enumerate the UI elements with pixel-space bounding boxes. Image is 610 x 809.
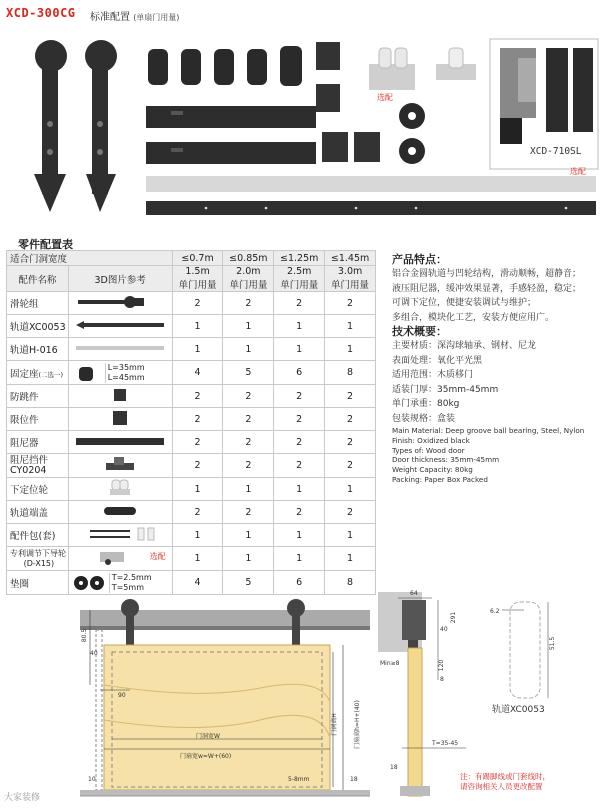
table-row bbox=[7, 478, 376, 501]
row-value: 2 bbox=[223, 501, 274, 524]
washer-5: T=5mm bbox=[111, 582, 144, 592]
header-title-text: 标准配置 bbox=[90, 12, 130, 23]
row-name: 下定位轮 bbox=[7, 478, 69, 501]
lock-code: XCD-710SL bbox=[530, 146, 582, 157]
spec-line: 适装门厚：35mm-45mm bbox=[392, 384, 499, 395]
row-value: 4 bbox=[172, 361, 223, 385]
row-name: 配件包(套) bbox=[7, 524, 69, 547]
side-40: 40 bbox=[440, 626, 448, 633]
row-value: 1 bbox=[274, 315, 325, 338]
note-line-2: 请咨询相关人员更改配置 bbox=[460, 782, 543, 791]
install-note bbox=[460, 772, 550, 792]
row-value: 2 bbox=[223, 385, 274, 408]
row-value: 5 bbox=[223, 361, 274, 385]
aluminium-track bbox=[146, 176, 596, 192]
table-row bbox=[7, 361, 376, 385]
row-value: 1 bbox=[274, 478, 325, 501]
optional-label-2: 选配 bbox=[570, 167, 586, 176]
table-row bbox=[7, 454, 376, 478]
spec-line: 表面处理：氧化平光黑 bbox=[392, 355, 483, 366]
side-64: 64 bbox=[410, 590, 418, 597]
track-51-5: 51.5 bbox=[549, 636, 557, 651]
side-t: T=35-45 bbox=[432, 740, 459, 747]
row-value: 2 bbox=[274, 385, 325, 408]
roller-hanger-left bbox=[34, 40, 67, 212]
table-section-title: 零件配置表 bbox=[18, 238, 73, 251]
english-line: Packing: Paper Box Packed bbox=[392, 474, 488, 484]
spec-line: 适用范围：木质移门 bbox=[392, 370, 474, 380]
damper-bars bbox=[146, 106, 316, 164]
specs-block bbox=[392, 323, 606, 426]
row-name: 限位件 bbox=[7, 408, 69, 431]
table-row bbox=[7, 501, 376, 524]
track-length-3: 2.5m 单门用量 bbox=[274, 266, 325, 292]
washer-25: T=2.5mm bbox=[111, 572, 152, 582]
features-block bbox=[392, 251, 606, 325]
row-3d-image bbox=[68, 501, 172, 524]
row-value: 1 bbox=[172, 478, 223, 501]
row-value: 2 bbox=[172, 454, 223, 478]
side-291: 291 bbox=[450, 611, 458, 624]
row-name: 防跳件 bbox=[7, 385, 69, 408]
track-length-4: 3.0m 单门用量 bbox=[325, 266, 376, 292]
row-value: 1 bbox=[223, 547, 274, 571]
row-name: 固定座(二选一) bbox=[7, 361, 69, 385]
table-row bbox=[7, 315, 376, 338]
anti-jump-pieces bbox=[316, 42, 340, 112]
width-col-4: ≤1.45m bbox=[325, 251, 376, 266]
row-value: 1 bbox=[325, 338, 376, 361]
spec-line: 包装规格：盒装 bbox=[392, 413, 456, 424]
row-value: 1 bbox=[325, 478, 376, 501]
track-length-1: 1.5m 单门用量 bbox=[172, 266, 223, 292]
row-name: 垫圈 bbox=[7, 571, 69, 595]
door-hole-width: 门洞宽W bbox=[196, 733, 220, 740]
row-value: 1 bbox=[325, 524, 376, 547]
english-line: Finish: Oxidized black bbox=[392, 435, 470, 445]
row-value: 2 bbox=[172, 501, 223, 524]
table-row bbox=[7, 338, 376, 361]
spacers bbox=[148, 46, 302, 86]
product-photo-panel bbox=[6, 24, 604, 226]
row-3d-image bbox=[68, 315, 172, 338]
optional-label-1: 选配 bbox=[377, 93, 393, 102]
side-120: 120 bbox=[438, 659, 446, 672]
row-value: 2 bbox=[223, 454, 274, 478]
row-name: 阻尼器 bbox=[7, 431, 69, 454]
row-value: 5 bbox=[223, 571, 274, 595]
row-value: 2 bbox=[172, 385, 223, 408]
row-name: 轨道XC0053 bbox=[7, 315, 69, 338]
side-min: Min≥8 bbox=[380, 660, 400, 667]
dim-18: 18 bbox=[350, 776, 358, 783]
row-value: 6 bbox=[274, 571, 325, 595]
row-value: 1 bbox=[223, 524, 274, 547]
row-3d-image bbox=[68, 385, 172, 408]
row-value: 1 bbox=[274, 338, 325, 361]
row-3d-image bbox=[68, 431, 172, 454]
table-width-row bbox=[7, 251, 376, 266]
row-value: 8 bbox=[325, 571, 376, 595]
row-3d-image bbox=[68, 338, 172, 361]
spec-line: 主要材质：深沟球轴承、钢材、尼龙 bbox=[392, 341, 537, 351]
row-value: 2 bbox=[223, 431, 274, 454]
english-line: Door thickness: 35mm-45mm bbox=[392, 455, 500, 465]
english-line: Weight Capacity: 80kg bbox=[392, 465, 473, 475]
dim-80-5: 80.5 bbox=[81, 628, 89, 643]
door-hole-height: 门洞高H bbox=[330, 713, 338, 736]
row-name: 滑轮组 bbox=[7, 292, 69, 315]
row-3d-image bbox=[68, 408, 172, 431]
dim-40: 40 bbox=[90, 650, 98, 657]
row-value: 1 bbox=[223, 478, 274, 501]
product-photo bbox=[6, 24, 604, 226]
roller-hanger-right bbox=[85, 40, 117, 212]
row-value: 2 bbox=[274, 292, 325, 315]
row-3d-image bbox=[68, 524, 172, 547]
width-col-2: ≤0.85m bbox=[223, 251, 274, 266]
h-track bbox=[146, 201, 596, 215]
row-value: 2 bbox=[325, 454, 376, 478]
row-value: 2 bbox=[274, 431, 325, 454]
dim-10: 10 bbox=[88, 776, 96, 783]
features-title: 产品特点： bbox=[392, 253, 447, 266]
bottom-guide bbox=[369, 48, 476, 90]
row-value: 2 bbox=[172, 431, 223, 454]
row-value: 2 bbox=[172, 408, 223, 431]
table-row bbox=[7, 524, 376, 547]
row-value: 2 bbox=[172, 292, 223, 315]
header-subtitle: (单扇门用量) bbox=[133, 13, 180, 22]
row-value: 1 bbox=[172, 524, 223, 547]
feature-line: 多组合，模块化工艺，安装方便应用广。 bbox=[392, 312, 555, 323]
note-line-1: 注：有踢脚线或门套线时， bbox=[460, 772, 550, 781]
row-value: 1 bbox=[274, 524, 325, 547]
feature-line: 液压阻尼器，缓冲效果显著，手感轻盈，稳定； bbox=[392, 283, 582, 294]
row-value: 1 bbox=[325, 315, 376, 338]
track-6-2: 6.2 bbox=[490, 608, 500, 615]
row-3d-image bbox=[68, 454, 172, 478]
feature-line: 可调下定位，便捷安装调试与维护； bbox=[392, 298, 537, 308]
side-8: 8 bbox=[440, 676, 444, 683]
washers bbox=[399, 103, 425, 164]
spec-line: 单门承重：80kg bbox=[392, 399, 460, 409]
table-row bbox=[7, 385, 376, 408]
row-value: 1 bbox=[172, 547, 223, 571]
row-value: 2 bbox=[325, 431, 376, 454]
row-value: 2 bbox=[274, 501, 325, 524]
row-value: 1 bbox=[325, 547, 376, 571]
english-line: Types of: Wood door bbox=[392, 445, 465, 455]
row-value: 1 bbox=[223, 338, 274, 361]
row-name: 专利调节下导轮 (D-X15) bbox=[7, 547, 69, 571]
specs-title: 技术概要： bbox=[392, 325, 447, 338]
width-col-1: ≤0.7m bbox=[172, 251, 223, 266]
fixing-seat-35: L=35mm bbox=[107, 362, 145, 372]
installation-drawing bbox=[0, 590, 610, 805]
parts-config-table bbox=[6, 250, 376, 595]
row-3d-image bbox=[68, 547, 172, 571]
row-3d-image bbox=[68, 361, 172, 385]
table-header-row bbox=[7, 266, 376, 292]
door-width: 门扇宽w=W+(60) bbox=[180, 753, 232, 760]
row-name: 轨道端盖 bbox=[7, 501, 69, 524]
table-row bbox=[7, 547, 376, 571]
row-3d-image bbox=[68, 478, 172, 501]
fixing-seat-45: L=45mm bbox=[107, 372, 145, 382]
track-length-2: 2.0m 单门用量 bbox=[223, 266, 274, 292]
row-value: 1 bbox=[274, 547, 325, 571]
col-3d-header: 3D图片参考 bbox=[68, 266, 172, 292]
row-value: 2 bbox=[325, 292, 376, 315]
track-label: 轨道XC0053 bbox=[492, 705, 545, 715]
english-spec-block bbox=[392, 426, 606, 485]
gap-label: 5-8mm bbox=[288, 776, 310, 783]
stoppers bbox=[322, 132, 380, 162]
header-title bbox=[90, 8, 179, 23]
row-value: 2 bbox=[274, 454, 325, 478]
row-value: 8 bbox=[325, 361, 376, 385]
row-value: 2 bbox=[325, 385, 376, 408]
english-line: Main Material: Deep groove ball bearing, Steel, Nylon bbox=[392, 426, 585, 435]
row-value: 2 bbox=[223, 408, 274, 431]
row-name: 阻尼挡件 CY0204 bbox=[7, 454, 69, 478]
table-row bbox=[7, 408, 376, 431]
table-row bbox=[7, 431, 376, 454]
row-3d-image bbox=[68, 292, 172, 315]
opening-width-label: 适合门洞宽度 bbox=[7, 251, 173, 266]
side-18: 18 bbox=[390, 764, 398, 771]
optional-tag: 选配 bbox=[149, 552, 166, 561]
model-code: XCD-300CG bbox=[6, 6, 76, 20]
row-value: 2 bbox=[325, 408, 376, 431]
row-value: 1 bbox=[172, 338, 223, 361]
row-value: 4 bbox=[172, 571, 223, 595]
row-value: 2 bbox=[274, 408, 325, 431]
door-height: 门扇高h=H+(40) bbox=[353, 700, 361, 749]
dim-90: 90 bbox=[118, 692, 126, 699]
row-value: 1 bbox=[223, 315, 274, 338]
row-value: 6 bbox=[274, 361, 325, 385]
col-name-header: 配件名称 bbox=[7, 266, 69, 292]
row-name: 轨道H-016 bbox=[7, 338, 69, 361]
row-value: 2 bbox=[223, 292, 274, 315]
feature-line: 铝合金圆轨道与凹轮结构，滑动顺畅，超静音； bbox=[392, 269, 582, 279]
table-row bbox=[7, 292, 376, 315]
row-value: 2 bbox=[325, 501, 376, 524]
row-value: 1 bbox=[172, 315, 223, 338]
width-col-3: ≤1.25m bbox=[274, 251, 325, 266]
watermark: 大家装修 bbox=[4, 793, 41, 803]
